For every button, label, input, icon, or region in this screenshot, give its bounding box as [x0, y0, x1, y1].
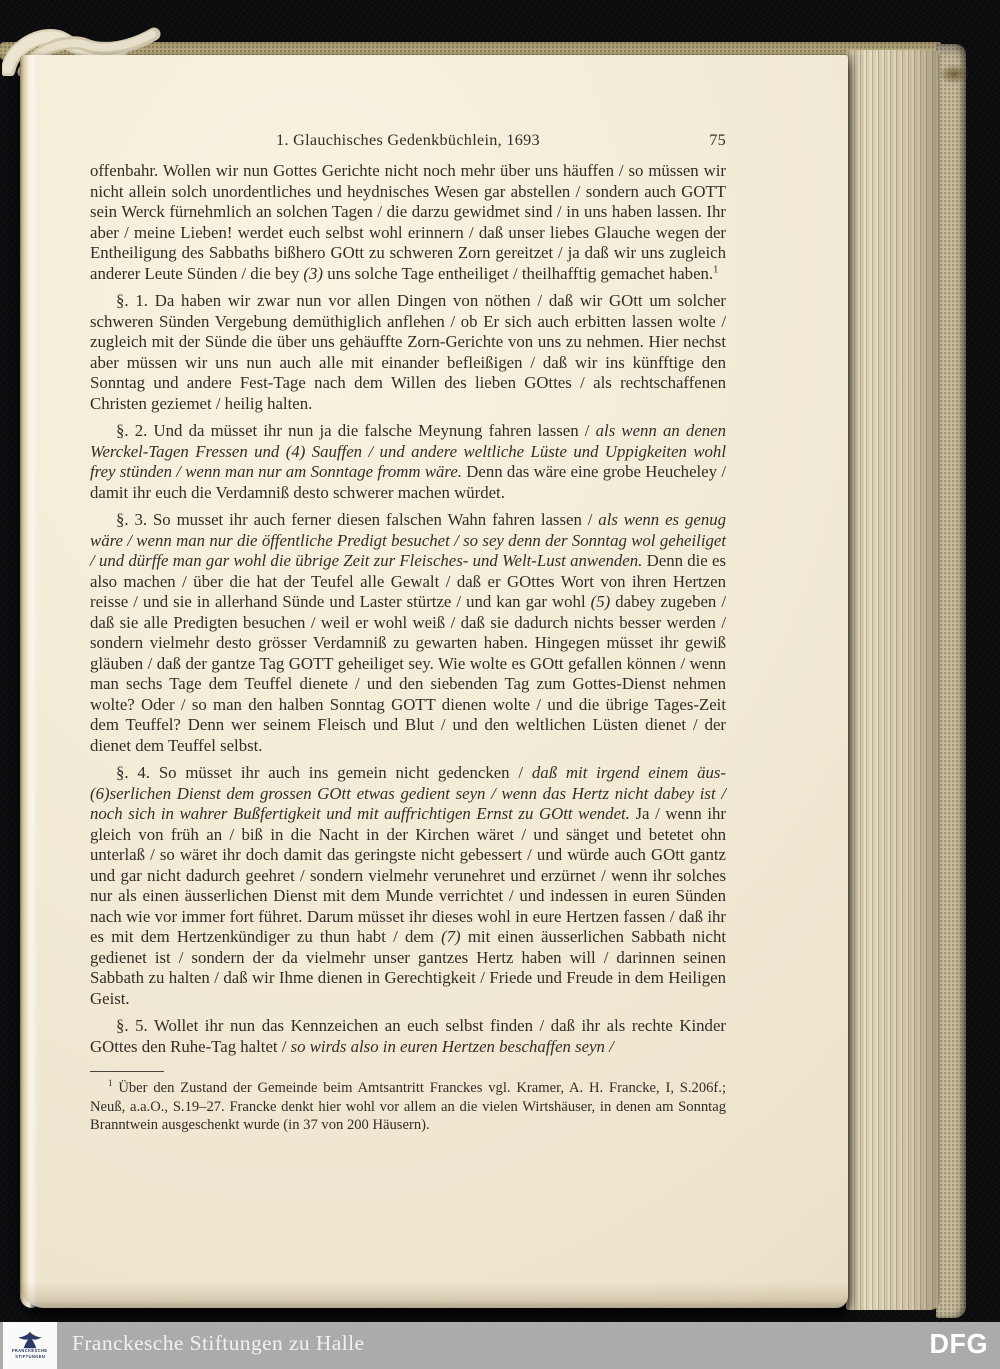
italic-text-segment: daß mit irgend einem äus-(6)serlichen Dienst dem grossen GOtt etwas gedient seyn / wenn das Hertz nicht dabey ist / noch sich in wahrer Bußfertigkeit und mit auffrichtigen Ernst zu GOtt wendet. — [90, 763, 726, 823]
italic-text-segment: (7) — [441, 927, 468, 946]
running-header — [90, 131, 726, 150]
paragraph — [90, 291, 726, 414]
franckesche-stiftungen-logo — [3, 1322, 57, 1369]
cover-corner-stain — [938, 64, 970, 84]
italic-text-segment: als wenn es genug wäre / wenn man nur die öffentliche Predigt besuchet / so sey denn der Sonntag wol geheiliget / und dürffe man gar wohl die übrige Zeit zur Fleisches- und Welt-Lust anwenden. — [90, 510, 726, 570]
text-segment: §. 1. Da haben wir zwar nun vor allen Dingen von nöthen / daß wir GOtt um solcher schweren Sünden Vergebung demüthiglich anflehen / ob Er sich auch erbitten lassen wolte / zugleich mit der Sünde die über uns gehäuffte Zorn-Gerichte von uns zu nehmen. Hier nechst aber müssen wir uns nun auch alle mit einander befleißigen / daß wir ins künfftige den Sonntag und andere Fest-Tage nach dem Willen des lieben GOttes / als rechtschaffenen Christen geziemet / heilig halten. — [90, 291, 726, 413]
dfg-logo: DFG — [929, 1328, 988, 1360]
body-text — [90, 161, 726, 1057]
book-cover-edge — [936, 44, 966, 1318]
text-segment: §. 5. Wollet ihr nun das Kennzeichen an euch selbst finden / daß ihr als rechte Kinder GOttes den Ruhe-Tag haltet / — [90, 1016, 726, 1056]
chapter-title: 1. Glauchisches Gedenkbüchlein, 1693 — [276, 131, 540, 149]
footnote-marker: 1 — [108, 1078, 113, 1089]
italic-text-segment: so wirds also in euren Hertzen beschaffen seyn / — [290, 1036, 614, 1056]
footnote-text — [90, 1079, 726, 1135]
text-segment: Ja / wenn ihr gleich von früh an / biß in die Nacht in der Kirchen wäret / und sänget und betetet ohn unterlaß / so wäret ihr doch damit das geringste nicht gebessert / und würde auch GOtt gantz und gar nicht dadurch geehret / sondern vielmehr verunehret und erzürnet / wenn ihr solches nur als einen äusserlichen Dienst mit dem Munde verrichtet / und indessen in euren Sünden nach wie vor immer fort führet. Darum müsset ihr dieses wohl in eure Hertzen fassen / daß ihr es mit dem Hertzenkündiger zu thun habt / dem — [90, 804, 726, 946]
footnote-paragraph — [90, 1079, 726, 1135]
logo-text-line-2: STIFTUNGEN — [15, 1354, 45, 1360]
paragraph — [90, 763, 726, 1009]
footnote-marker: 1 — [713, 263, 719, 275]
italic-text-segment: (5) — [590, 592, 616, 611]
text-segment: Über den Zustand der Gemeinde beim Amtsantritt Franckes vgl. Kramer, A. H. Francke, I, S.206f.; Neuß, a.a.O., S.19–27. Francke denkt hier wohl vor allem an die vielen Wirtshäuser, in denen am Sonntag Branntwein ausgeschenkt wurde (in 37 von 200 Häusern). — [90, 1080, 726, 1134]
text-segment: mit einen äusserlichen Sabbath nicht gedienet ist / sondern der da vielmehr unser gantzes Hertz haben will / darinnen seinen Sabbath zu halten / daß wir Ihme dienen in Gerechtigkeit / Friede und Freude in dem Heiligen Geist. — [90, 927, 727, 1008]
text-segment: §. 3. So musset ihr auch ferner diesen falschen Wahn fahren lassen / — [116, 510, 599, 529]
text-segment: offenbahr. Wollen wir nun Gottes Gerichte nicht noch mehr über uns häuffen / so müssen wir nicht allein solch unordentliches und heydnisches Wesen gar abstellen / sondern auch GOTT sein Werck fürnehmlich an solchen Tagen / die darzu gewidmet sind / in uns haben lassen. Ihr aber / meine Lieben! werdet euch selbst wohl erinnern / daß unser liebes Glauche wegen der Entheiligung des Sabbaths bißhero GOtt zu schweren Zorn gereitzet / ja daß wir uns zugleich anderer Leute Sünden / die bey — [90, 161, 726, 283]
text-block — [90, 131, 726, 1135]
text-segment: Denn das wäre eine grobe Heucheley / damit ihr euch die Verdamniß desto schwerer machen würdet. — [90, 462, 726, 502]
paragraph — [90, 1016, 726, 1057]
eagle-emblem-icon — [17, 1331, 43, 1349]
footnote-rule — [90, 1071, 164, 1072]
text-segment: uns solche Tage entheiliget / theilhafftig gemachet haben. — [327, 263, 714, 283]
page-number: 75 — [709, 131, 726, 149]
logo-text-line-1: FRANCKESCHE — [12, 1348, 48, 1354]
book-page — [20, 55, 848, 1308]
institution-name: Franckesche Stiftungen zu Halle — [72, 1331, 365, 1355]
italic-text-segment: (3) — [303, 263, 328, 283]
page-stack-edge — [846, 50, 940, 1310]
paragraph — [90, 510, 726, 756]
text-segment: dabey zugeben / daß sie alle Predigten besuchen / weil er wohl weiß / daß sie dadurch nichts besser werden / sondern vielmehr desto grösser Verdamniß zu gewarten haben. Hingegen müsset ihr gewiß gläuben / daß der gantze Tag GOTT geheiliget sey. Wie wolte es GOtt gefallen können / wenn man sechs Tage dem Teuffel dienete / und den siebenden Tag zum Gottes-Dienst nehmen wolte? Oder / so man den halben Sonntag GOTT dienen wolte / und die übrige Tages-Zeit dem Teuffel? Denn wer seinem Fleisch und Blut / und den weltlichen Lüsten dienet / der dienet dem Teuffel selbst. — [90, 592, 727, 755]
text-segment: §. 2. Und da müsset ihr nun ja die falsche Meynung fahren lassen / — [116, 421, 596, 440]
text-segment: §. 4. So müsset ihr auch ins gemein nicht gedencken / — [116, 763, 532, 782]
paragraph — [90, 161, 726, 284]
italic-text-segment: als wenn an denen Werckel-Tagen Fressen und (4) Sauffen / und andere weltliche Lüste und Uppigkeiten wohl frey stünden / wenn man nur am Sonntage fromm wäre. — [90, 421, 726, 481]
digitization-footer-bar — [0, 1322, 1000, 1369]
paragraph — [90, 421, 726, 503]
text-segment: Denn die es also machen / über die hat der Teufel alle Gewalt / daß er GOttes Wort von ihren Hertzen reisse / und sie in allerhand Sünde und Laster stürtze / und kan gar wohl — [90, 551, 727, 611]
